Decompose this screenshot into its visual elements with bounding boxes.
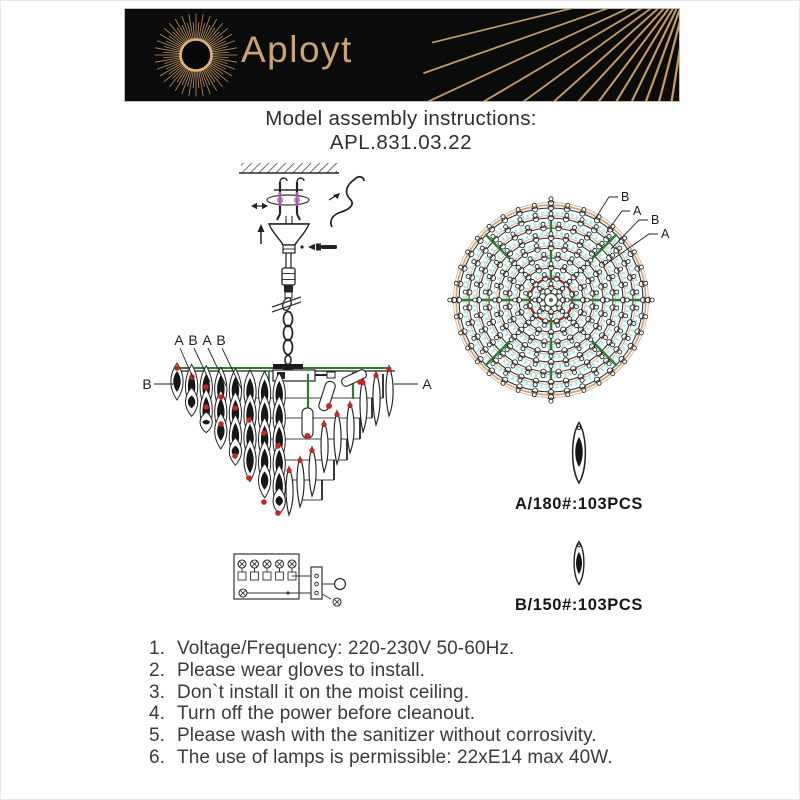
sunburst-logo-icon [155, 14, 238, 97]
header-banner [125, 9, 679, 101]
label-b1: B [188, 332, 198, 348]
instruction-item [149, 682, 689, 704]
banner-art [125, 9, 679, 101]
top-view-diagram [439, 187, 679, 415]
part-a-label: A/180#:103PCS [515, 495, 643, 513]
instruction-item [149, 638, 689, 660]
page-title: Model assembly instructions: [265, 107, 537, 130]
tv-label-b2: B [651, 213, 660, 227]
canopy-and-chain [258, 216, 338, 370]
tv-label-a2: A [661, 227, 670, 241]
brand-name: Aployt [241, 29, 353, 70]
instruction-text: Turn off the power before cleanout. [177, 703, 476, 725]
instruction-item [149, 703, 689, 725]
label-left-b: B [142, 376, 152, 392]
tv-label-a1: A [633, 204, 642, 218]
top-view-rings [448, 197, 654, 403]
label-b2: B [216, 332, 226, 348]
part-b-icon [567, 540, 591, 586]
corner-rays-icon [418, 9, 679, 101]
instruction-text: Please wash with the sanitizer without corrosivity. [177, 725, 597, 747]
instruction-number: 6. [149, 746, 165, 768]
instruction-number: 4. [149, 703, 165, 725]
tv-label-b1: B [621, 190, 630, 204]
instruction-text: Don`t install it on the moist ceiling. [177, 681, 470, 703]
label-right-a: A [422, 376, 432, 392]
parts-legend [501, 421, 657, 615]
model-number: APL.831.03.22 [329, 131, 473, 154]
instruction-text: Voltage/Frequency: 220-230V 50-60Hz. [177, 638, 515, 659]
instruction-item [149, 747, 689, 769]
instruction-text: The use of lamps is permissible: 22xE14 max 40W. [177, 746, 613, 768]
label-a2: A [202, 332, 212, 348]
label-a1: A [174, 332, 184, 348]
crystal-cluster [171, 363, 393, 606]
part-b-label: B/150#:103PCS [515, 596, 643, 614]
instruction-number: 5. [149, 725, 165, 747]
ceiling-and-mount [239, 163, 364, 227]
part-a-icon [564, 421, 594, 485]
instruction-item [149, 725, 689, 747]
instruction-number: 3. [149, 681, 165, 703]
instruction-number: 2. [149, 659, 165, 681]
instructions-list [149, 638, 689, 769]
instruction-number: 1. [149, 638, 165, 659]
side-view-diagram [131, 156, 443, 634]
instruction-item [149, 660, 689, 682]
instruction-text: Please wear gloves to install. [177, 659, 426, 681]
